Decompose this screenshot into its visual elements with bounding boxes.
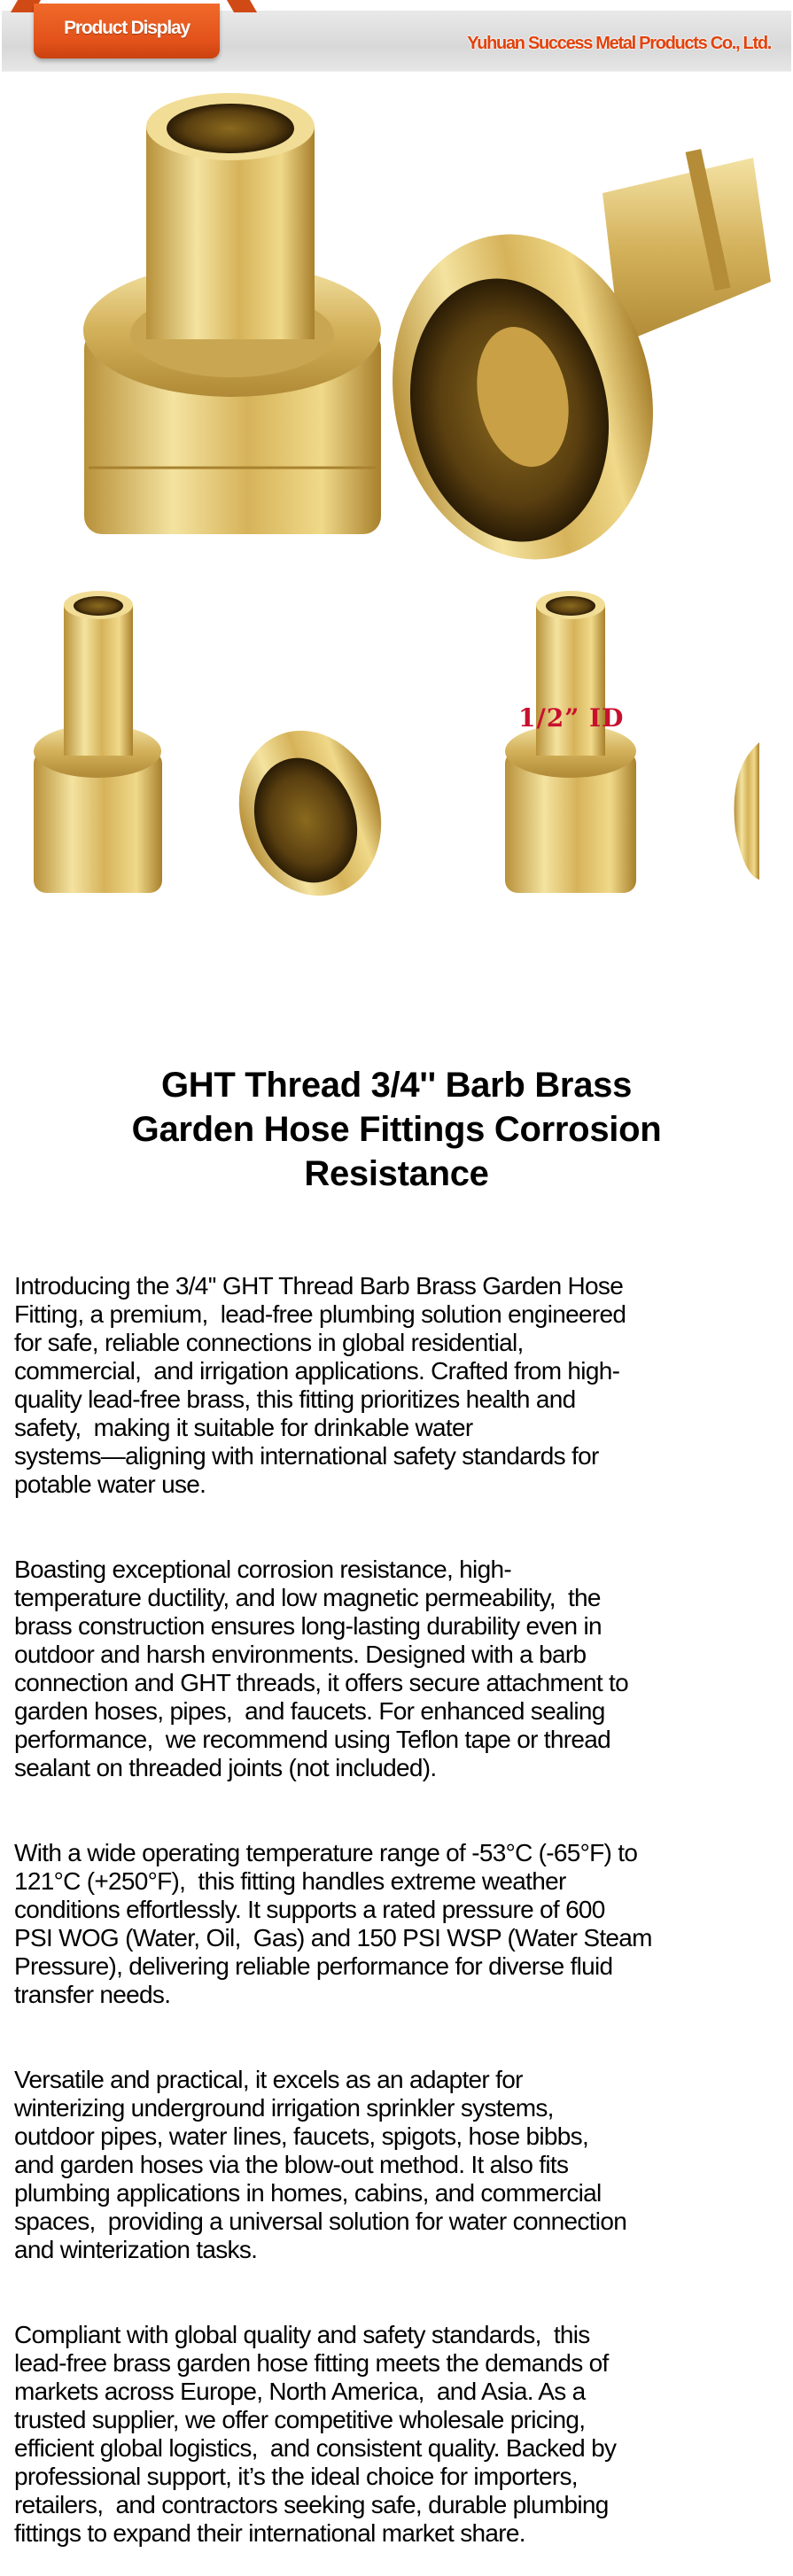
brass-fittings-image [0,78,793,1045]
product-photo-gallery [0,78,793,1045]
description-paragraph-intro: Introducing the 3/4'' GHT Thread Barb Brass Garden Hose Fitting, a premium, lead-free plumbing solution engineered for safe, reliable connections in global residential, commercial, and irrigation applications. Crafted from high- quality lead-free brass, this fitting prioritizes health and safety, making it suitable for drinkable water systems—aligning with international safety standards for potable water use. [14,1272,626,1498]
fitting-large-barb-up [83,93,381,534]
product-description [14,1215,785,2576]
fitting-small-female-thread [216,710,404,916]
description-paragraph-temperature: With a wide operating temperature range of -53°C (-65°F) to 121°C (+250°F), this fitting handles extreme weather conditions effortlessly. It supports a rated pressure of 600 PSI WOG (Water, Oil, Gas) and 150 PSI WSP (Water Steam Pressure), delivering reliable performance for diverse fluid transfer needs. [14,1839,652,2008]
fitting-small-barb-right [505,591,636,893]
product-display-banner [0,0,793,78]
ribbon-label: Product Display [64,18,190,38]
company-name: Yuhuan Success Metal Products Co., Ltd. [467,34,771,53]
description-paragraph-compliance: Compliant with global quality and safety standards, this lead-free brass garden hose fitting meets the demands of markets across Europe, North America, and Asia. As a trusted supplier, we offer competitive wholesale pricing, efficient global logistics, and consistent quality. Backed by professional support, it’s the ideal choice for importers, retailers, and contractors seeking safe, durable plumbing fittings to expand their international market share. [14,2321,617,2547]
fitting-small-barb-left [34,591,162,893]
fitting-small-cut-off [735,742,759,880]
fitting-large-female-thread [363,149,771,584]
size-label: 1/2” ID [518,703,625,733]
ribbon-badge [34,4,220,58]
description-paragraph-applications: Versatile and practical, it excels as an adapter for winterizing underground irrigation sprinkler systems, outdoor pipes, water lines, faucets, spigots, hose bibbs, and garden hoses via the blow-out method. It also fits plumbing applications in homes, cabins, and commercial spaces, providing a universal solution for water connection and winterization tasks. [14,2066,627,2263]
product-title: GHT Thread 3/4'' Barb Brass Garden Hose Fittings Corrosion Resistance [131,1066,662,1193]
description-paragraph-corrosion: Boasting exceptional corrosion resistance, high- temperature ductility, and low magnetic permeability, the brass construction ensures long-lasting durability even in outdoor and harsh environments. Designed with a barb connection and GHT threads, it offers secure attachment to garden hoses, pipes, and faucets. For enhanced sealing performance, we recommend using Teflon tape or thread sealant on threaded joints (not included). [14,1556,628,1781]
